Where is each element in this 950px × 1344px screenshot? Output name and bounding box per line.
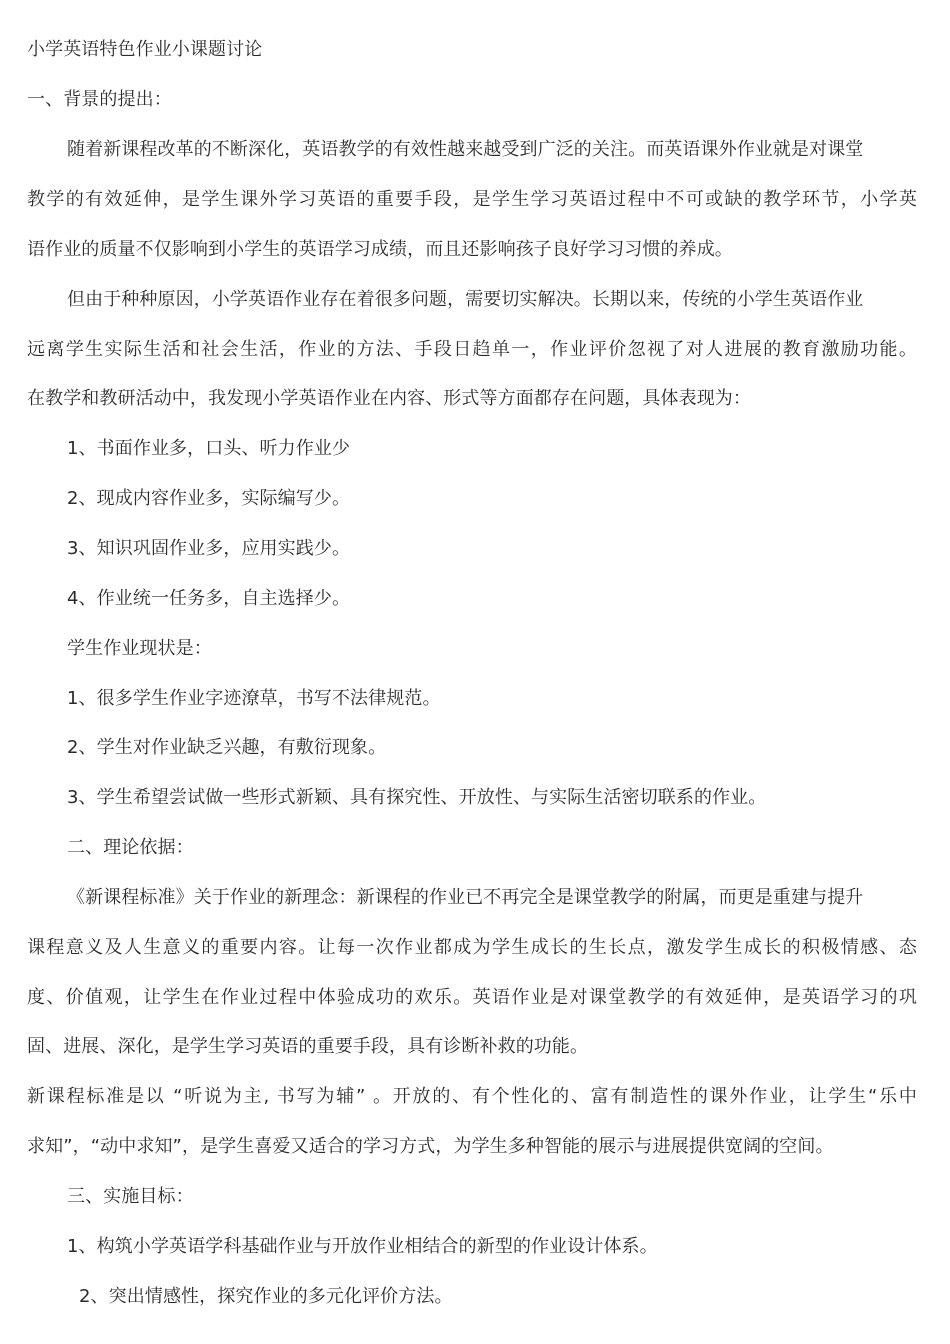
document-title: 小学英语特色作业小课题讨论 <box>27 39 263 60</box>
list-item: 2、现成内容作业多，实际编写少。 <box>67 488 351 509</box>
paragraph-line: 新课程标准是以 “听说为主, 书写为辅” 。开放的、有个性化的、富有制造性的课外作业，让学生“乐中 <box>27 1086 917 1107</box>
section-heading: 二、理论依据： <box>67 837 194 858</box>
paragraph-line: 《新课程标准》关于作业的新理念：新课程的作业已不再完全是课堂教学的附属，而更是重建与提升 <box>67 887 864 908</box>
list-item: 1、构筑小学英语学科基础作业与开放作业相结合的新型的作业设计体系。 <box>67 1236 658 1257</box>
subheading: 学生作业现状是： <box>67 638 212 659</box>
list-item: 3、学生希望尝试做一些形式新颖、具有探究性、开放性、与实际生活密切联系的作业。 <box>67 787 767 808</box>
section-heading: 一、背景的提出： <box>27 89 172 110</box>
paragraph-line: 固、进展、深化，是学生学习英语的重要手段，具有诊断补救的功能。 <box>27 1036 589 1057</box>
section-heading: 三、实施目标： <box>67 1186 194 1207</box>
list-item: 1、书面作业多，口头、听力作业少 <box>67 438 351 459</box>
paragraph-line: 课程意义及人生意义的重要内容。让每一次作业都成为学生成长的生长点，激发学生成长的积极情感、态 <box>27 937 917 958</box>
paragraph-line: 在教学和教研活动中，我发现小学英语作业在内容、形式等方面都存在问题，具体表现为： <box>27 388 751 409</box>
list-item: 3、知识巩固作业多，应用实践少。 <box>67 538 351 559</box>
list-item: 4、作业统一任务多，自主选择少。 <box>67 588 351 609</box>
paragraph-line: 求知”，“动中求知”，是学生喜爱又适合的学习方式，为学生多种智能的展示与进展提供宽阔的空间。 <box>27 1136 834 1157</box>
paragraph-line: 度、价值观，让学生在作业过程中体验成功的欢乐。英语作业是对课堂教学的有效延伸，是英语学习的巩 <box>27 987 917 1008</box>
paragraph-line: 但由于种种原因，小学英语作业存在着很多问题，需要切实解决。长期以来，传统的小学生英语作业 <box>67 289 864 310</box>
list-item: 2、学生对作业缺乏兴趣，有敷衍现象。 <box>67 737 387 758</box>
paragraph-line: 语作业的质量不仅影响到小学生的英语学习成绩，而且还影响孩子良好学习习惯的养成。 <box>27 239 733 260</box>
paragraph-line: 教学的有效延伸，是学生课外学习英语的重要手段，是学生学习英语过程中不可或缺的教学环节，小学英 <box>27 189 917 210</box>
list-item: 1、很多学生作业字迹潦草，书写不法律规范。 <box>67 688 441 709</box>
list-item: 2、突出情感性，探究作业的多元化评价方法。 <box>79 1286 453 1307</box>
paragraph-line: 远离学生实际生活和社会生活，作业的方法、手段日趋单一，作业评价忽视了对人进展的教育激励功能。 <box>27 339 917 360</box>
paragraph-line: 随着新课程改革的不断深化，英语教学的有效性越来越受到广泛的关注。而英语课外作业就是对课堂 <box>67 139 864 160</box>
